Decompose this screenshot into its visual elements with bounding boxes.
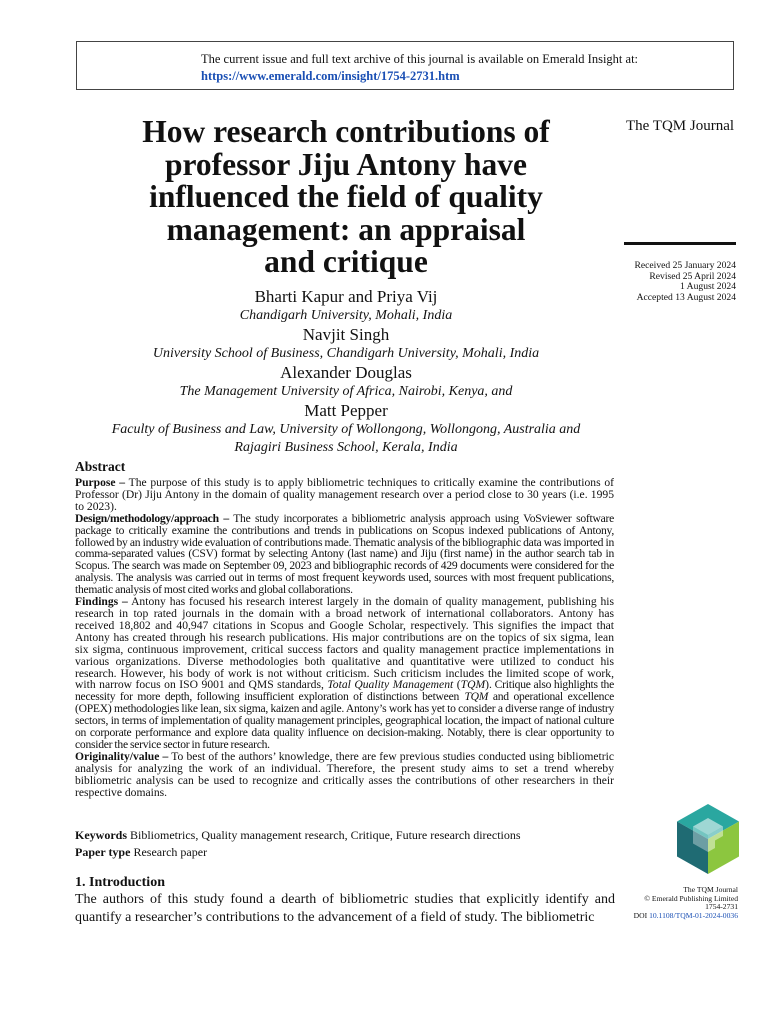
journal-footer xyxy=(588,886,738,920)
keywords-text: Bibliometrics, Quality management research, Critique, Future research directions xyxy=(130,828,521,842)
findings-text: and operational excellence (OPEX) methodologies like lean, six sigma, kaizen and agile. Antony’s work has yet to consider a diverse range of industry sectors, in terms of implementation of quality management principles, geographical location, the impact of national culture on corporate performance and explore data quality influence on decision-making. Notably, there is clear opportunity to consider the service sector in future research. xyxy=(75,690,614,751)
author-names: Alexander Douglas xyxy=(280,363,412,382)
author-affiliation: Chandigarh University, Mohali, India xyxy=(239,308,453,323)
findings-tqm-abbr: TQM xyxy=(464,690,489,704)
author-affiliation: Faculty of Business and Law, University of Wollongong, Wollongong, Australia and xyxy=(111,422,581,437)
received-date: Received 25 January 2024 xyxy=(634,260,736,271)
author-names: Navjit Singh xyxy=(302,325,390,344)
design-label: Design/methodology/approach – xyxy=(75,511,229,525)
abstract-originality xyxy=(75,751,614,799)
author-names: Bharti Kapur and Priya Vij xyxy=(254,287,438,306)
title-line: How research contributions of xyxy=(142,114,550,149)
author-affiliation: Rajagiri Business School, Kerala, India xyxy=(234,440,458,455)
keywords-line xyxy=(75,827,614,844)
revised-date: Revised 25 April 2024 xyxy=(649,270,736,282)
purpose-text: The purpose of this study is to apply bibliometric techniques to critically examine the contributions of Professor (Dr) Jiju Antony in the domain of quality management research over a period close to 30 years (i.e. 1995 to 2023). xyxy=(75,476,614,513)
doi-label: DOI xyxy=(633,910,648,920)
keywords-label: Keywords xyxy=(75,828,127,842)
author-names: Matt Pepper xyxy=(304,401,388,420)
originality-label: Originality/value – xyxy=(75,749,169,763)
findings-paren: ( xyxy=(453,678,461,692)
keywords-section xyxy=(75,827,614,861)
archive-banner xyxy=(76,41,734,90)
design-text: The study incorporates a bibliometric analysis approach using VoSviewer software package to critically examine the contributions and trends in publications on Scopus indexed publications of Antony, followed by an industry wide evaluation of contributions made. Thematic analysis of the bibliographic data was imported in comma-separated values (CSV) format by selecting Antony (last name) and Jiju (first name) in the author search tab in Scopus. The search was made on September 09, 2023 and bibliographic records of 429 documents were considered for the analysis. The analysis was carried out in terms of most frequent keywords used, sources with most frequent publications, thematic analysis of most cited works and global collaborations. xyxy=(75,511,614,597)
section-heading-introduction: 1. Introduction xyxy=(75,875,165,890)
findings-paren: ). xyxy=(485,678,492,692)
findings-text: Antony has focused his research interest largely in the domain of quality management, publishing his research in top rated journals in the domain with a broad network of international collaborators. Antony has received 18,802 and 40,947 citations in Scopus and Google Scholar, respectively. This signifies the impact that Antony has created through his research publications. His major contributions are on the topics of six sigma, lean six sigma, continuous improvement, critical success factors and quality management practice implementations in various organizations. Diverse methodologies both qualitative and quantitative were utilized to conduct his research. However, his body of work is not without criticism. Such criticism includes the limited scope of work, with narrow focus on ISO 9001 and QMS standards, xyxy=(75,595,615,692)
emerald-publishing-logo xyxy=(677,804,739,874)
author-list xyxy=(60,287,632,457)
abstract-findings xyxy=(75,596,614,751)
title-line: and critique xyxy=(264,244,428,279)
findings-label: Findings – xyxy=(75,595,128,609)
originality-text: To best of the authors’ knowledge, there are few previous studies conducted using bibliometric analysis for analyzing the work of an individual. Therefore, the present study aims to set a trend whereby bibliometric analysis can be used to recognize and critically asses the contributions of other researchers in their respective domains. xyxy=(75,749,614,799)
title-line: professor Jiju Antony have xyxy=(164,146,527,182)
journal-divider xyxy=(624,242,736,245)
paper-type-line xyxy=(75,844,614,861)
revised-date-2: 1 August 2024 xyxy=(680,281,736,292)
abstract-design xyxy=(75,513,614,596)
title-line: influenced the field of quality xyxy=(149,179,543,214)
paper-type-text: Research paper xyxy=(133,845,208,859)
footer-doi-line xyxy=(588,912,738,921)
paper-type-label: Paper type xyxy=(75,845,131,859)
paper-title xyxy=(92,116,600,279)
introduction-paragraph: The authors of this study found a dearth of bibliometric studies that explicitly identify and quantify a researcher’s contributions to the advancement of a field of study. The bibliometric xyxy=(75,892,615,925)
accepted-date: Accepted 13 August 2024 xyxy=(636,291,736,303)
abstract-section xyxy=(75,459,614,798)
footer-journal: The TQM Journal xyxy=(683,885,738,894)
journal-name: The TQM Journal xyxy=(626,118,735,134)
author-affiliation: University School of Business, Chandigarh University, Mohali, India xyxy=(152,346,540,361)
footer-publisher: © Emerald Publishing Limited xyxy=(644,893,738,903)
emerald-logo-icon xyxy=(677,804,739,874)
purpose-label: Purpose – xyxy=(75,476,126,489)
footer-issn: 1754-2731 xyxy=(705,902,738,912)
abstract-heading: Abstract xyxy=(75,459,126,474)
journal-url-link[interactable]: https://www.emerald.com/insight/1754-2731.htm xyxy=(201,69,460,83)
doi-link[interactable]: 10.1108/TQM-01-2024-0036 xyxy=(649,910,738,920)
archive-notice: The current issue and full text archive of this journal is available on Emerald Insight at: xyxy=(201,52,639,66)
findings-text: Critique also highlights the necessity for more depth, following insufficient exploration of distinctions between xyxy=(75,678,614,704)
abstract-purpose xyxy=(75,477,614,513)
findings-tqm-term: Total Quality Management xyxy=(327,678,454,692)
findings-tqm-abbr: TQM xyxy=(460,678,486,692)
author-affiliation: The Management University of Africa, Nairobi, Kenya, and xyxy=(179,384,513,399)
title-line: management: an appraisal xyxy=(166,211,526,247)
